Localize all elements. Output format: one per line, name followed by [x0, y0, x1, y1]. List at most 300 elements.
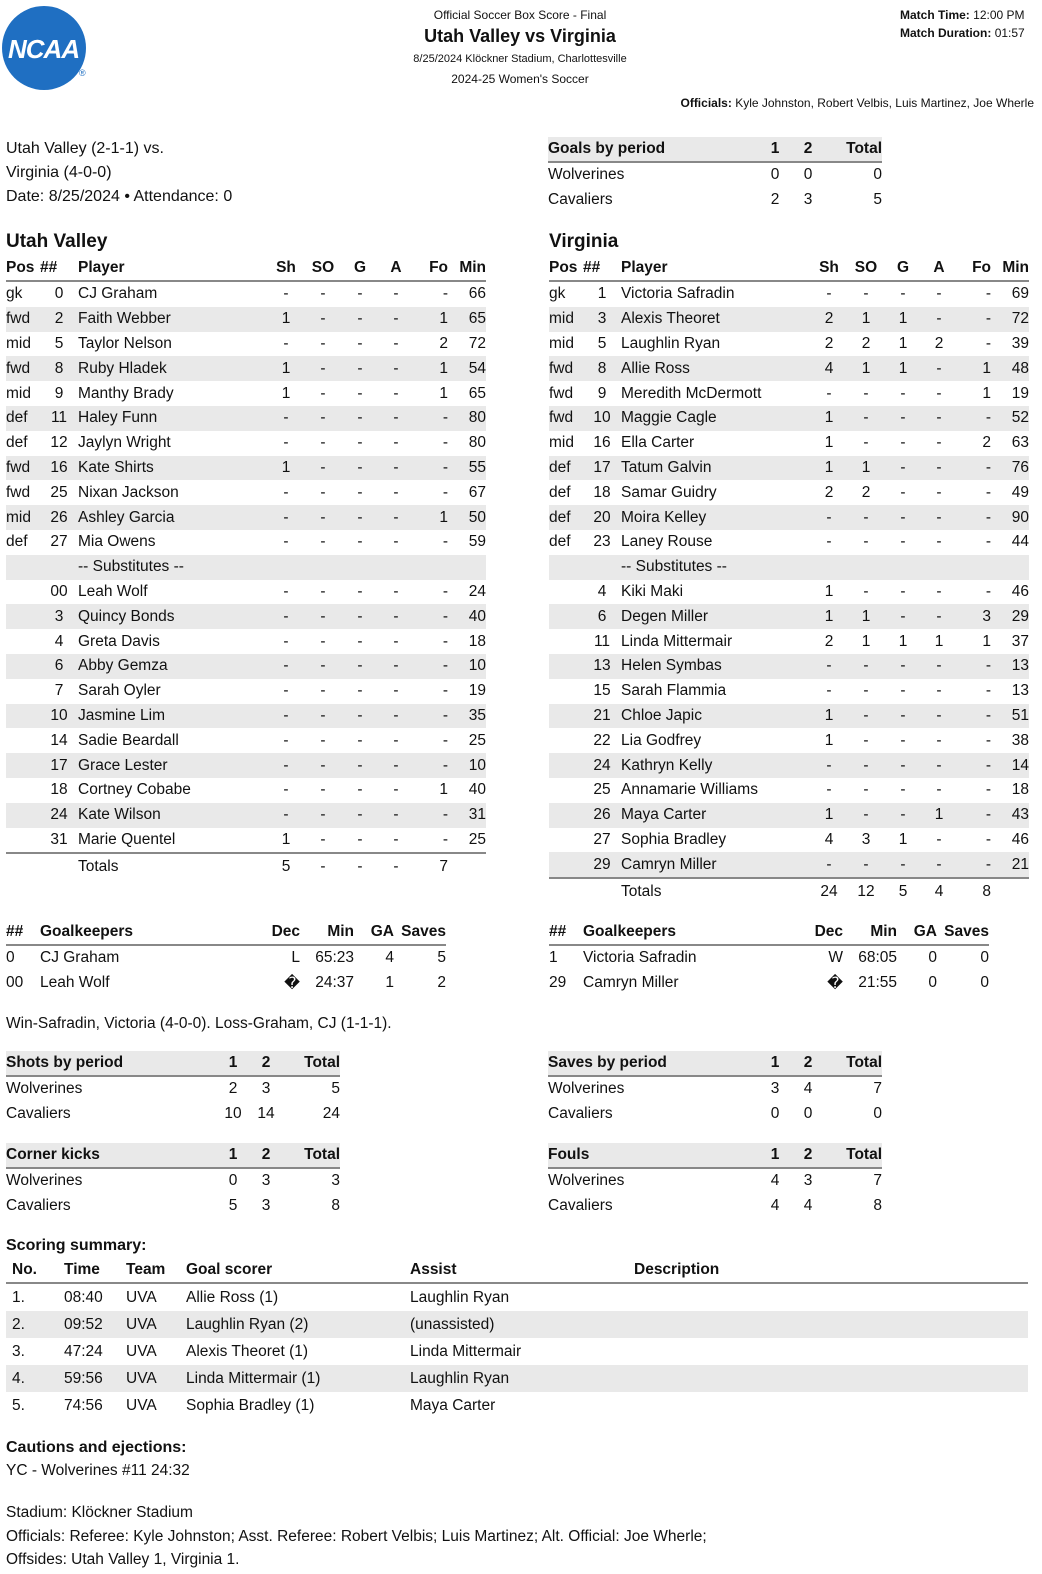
table-cell: 8: [331, 1197, 340, 1215]
player-cell: -: [393, 632, 399, 650]
player-row: [6, 431, 486, 456]
player-cell: def: [6, 409, 28, 427]
player-cell: -: [357, 434, 363, 452]
player-cell: 2: [934, 334, 944, 352]
player-cell: Sadie Beardall: [78, 731, 179, 749]
player-cell: 80: [468, 434, 486, 452]
scoring-cell: UVA: [126, 1288, 157, 1306]
player-cell: -: [393, 384, 399, 402]
player-cell: Moira Kelley: [621, 508, 707, 526]
totals-cell: 12: [847, 878, 885, 904]
scoring-row: [6, 1365, 1028, 1392]
col-header: 1: [218, 1051, 248, 1076]
player-cell: def: [6, 434, 28, 452]
utah-goalkeepers-table: [6, 920, 446, 996]
player-cell: [549, 728, 583, 753]
player-cell: 2: [439, 334, 448, 352]
player-cell: [549, 753, 583, 778]
player-cell: 31: [50, 830, 68, 848]
player-cell: 76: [1011, 458, 1029, 476]
totals-cell: -: [304, 853, 342, 879]
player-row: [549, 629, 1029, 654]
header-row: [6, 920, 446, 945]
player-cell: -: [826, 508, 832, 526]
player-cell: 40: [468, 607, 486, 625]
goalkeeper-cell: CJ Graham: [40, 949, 120, 967]
footer-notes: [6, 1501, 707, 1572]
virginia-team-name: Virginia: [549, 231, 619, 252]
player-cell: Greta Davis: [78, 632, 160, 650]
col-header: Fo: [414, 256, 448, 281]
col-header: Team: [126, 1258, 186, 1283]
player-cell: 1: [281, 458, 291, 476]
table-cell: 0: [873, 1105, 882, 1123]
player-row: [549, 654, 1029, 679]
player-cell: -: [320, 781, 326, 799]
player-cell: -: [900, 756, 906, 774]
player-cell: -: [393, 657, 399, 675]
player-cell: -: [985, 756, 991, 774]
player-cell: -: [357, 682, 363, 700]
player-cell: -: [357, 285, 363, 303]
cautions-line: YC - Wolverines #11 24:32: [6, 1462, 190, 1479]
player-row: [6, 406, 486, 431]
player-cell: -: [442, 682, 448, 700]
officials-header: Officials: Kyle Johnston, Robert Velbis, Luis Martinez, Joe Wherle: [680, 96, 1034, 110]
player-cell: -: [985, 285, 991, 303]
player-cell: 2: [824, 334, 834, 352]
player-cell: -: [985, 731, 991, 749]
player-cell: -: [442, 483, 448, 501]
player-cell: 1: [982, 359, 991, 377]
player-cell: 1: [281, 359, 291, 377]
table-row: [6, 1102, 340, 1127]
table-cell: Cavaliers: [6, 1197, 71, 1215]
table-cell: Cavaliers: [6, 1105, 71, 1123]
player-cell: -: [900, 706, 906, 724]
player-cell: [549, 580, 583, 605]
player-cell: -: [357, 632, 363, 650]
col-header: 2: [248, 1051, 284, 1076]
player-cell: 37: [1011, 632, 1029, 650]
player-cell: 0: [54, 285, 64, 303]
player-cell: mid: [6, 384, 31, 402]
player-cell: -: [863, 682, 869, 700]
header-row: [6, 256, 486, 281]
col-header: Assist: [410, 1258, 634, 1283]
player-cell: -: [283, 781, 289, 799]
substitutes-row: [549, 555, 1029, 580]
player-cell: -: [900, 582, 906, 600]
player-cell: -: [283, 582, 289, 600]
player-cell: -: [320, 830, 326, 848]
goalkeeper-cell: 0: [980, 974, 989, 992]
goalkeeper-cell: 0: [980, 949, 989, 967]
player-cell: Victoria Safradin: [621, 285, 735, 303]
player-cell: Jaylyn Wright: [78, 434, 171, 452]
player-cell: Ashley Garcia: [78, 508, 175, 526]
player-cell: 27: [50, 533, 68, 551]
player-cell: -: [283, 682, 289, 700]
scoring-cell: Sophia Bradley (1): [186, 1396, 315, 1414]
player-cell: 1: [861, 607, 871, 625]
player-cell: -: [936, 533, 942, 551]
player-cell: -: [936, 682, 942, 700]
player-row: [549, 307, 1029, 332]
player-cell: 2: [861, 483, 871, 501]
player-cell: 1: [281, 384, 291, 402]
player-cell: -: [393, 285, 399, 303]
goalkeeper-cell: 2: [437, 974, 446, 992]
matchup-line-1: Utah Valley (2-1-1) vs.: [6, 140, 164, 157]
player-cell: 1: [824, 458, 834, 476]
scoring-cell: [634, 1311, 1028, 1338]
player-cell: def: [549, 533, 571, 551]
scoring-cell: 5.: [12, 1396, 25, 1414]
col-header: Total: [826, 137, 882, 162]
player-cell: -: [320, 483, 326, 501]
goalkeeper-cell: Victoria Safradin: [583, 949, 697, 967]
table-row: [548, 1194, 882, 1219]
table-cell: Wolverines: [548, 1172, 625, 1190]
scoring-cell: Maya Carter: [410, 1396, 496, 1414]
player-cell: 1: [824, 409, 834, 427]
scoring-cell: UVA: [126, 1396, 157, 1414]
player-cell: -: [826, 781, 832, 799]
player-cell: 51: [1011, 706, 1029, 724]
player-cell: -: [900, 607, 906, 625]
col-header: Min: [991, 256, 1029, 281]
player-cell: 25: [468, 731, 486, 749]
col-header: Saves: [937, 920, 989, 945]
player-cell: -: [936, 458, 942, 476]
player-cell: [6, 679, 40, 704]
matchup-line-2: Virginia (4-0-0): [6, 164, 112, 181]
col-header: ##: [40, 256, 78, 281]
player-cell: mid: [6, 508, 31, 526]
player-cell: [549, 679, 583, 704]
player-cell: -: [936, 830, 942, 848]
player-cell: def: [549, 508, 571, 526]
player-cell: -: [900, 508, 906, 526]
player-cell: def: [549, 483, 571, 501]
player-row: [6, 629, 486, 654]
col-header: Description: [634, 1258, 1028, 1283]
player-cell: -: [357, 508, 363, 526]
player-cell: -: [283, 508, 289, 526]
player-cell: Sophia Bradley: [621, 830, 727, 848]
player-cell: -: [393, 756, 399, 774]
player-row: [6, 580, 486, 605]
player-cell: Lia Godfrey: [621, 731, 702, 749]
table-cell: 2: [228, 1080, 238, 1098]
col-header: SO: [847, 256, 885, 281]
header-row: [549, 920, 989, 945]
player-cell: -: [985, 310, 991, 328]
player-cell: -: [936, 483, 942, 501]
player-cell: -: [900, 682, 906, 700]
player-row: [549, 852, 1029, 878]
table-cell: 5: [228, 1197, 238, 1215]
scoring-cell: 1.: [12, 1288, 25, 1306]
player-cell: -: [357, 706, 363, 724]
player-cell: 10: [468, 657, 486, 675]
scoring-cell: Alexis Theoret (1): [186, 1342, 309, 1360]
player-cell: mid: [549, 310, 574, 328]
player-cell: -: [320, 706, 326, 724]
player-cell: Alexis Theoret: [621, 310, 720, 328]
goalkeeper-row: [549, 945, 989, 971]
player-cell: 22: [593, 731, 611, 749]
player-cell: 1: [824, 806, 834, 824]
player-cell: 29: [593, 855, 611, 873]
player-cell: -: [863, 434, 869, 452]
player-cell: -: [442, 657, 448, 675]
player-cell: Chloe Japic: [621, 706, 702, 724]
player-cell: [549, 803, 583, 828]
player-row: [6, 281, 486, 307]
decision-line: Win-Safradin, Victoria (4-0-0). Loss-Graham, CJ (1-1-1).: [6, 1015, 392, 1032]
player-cell: 46: [1011, 582, 1029, 600]
goalkeeper-cell: 24:37: [315, 974, 354, 992]
player-cell: -: [283, 806, 289, 824]
player-cell: 49: [1011, 483, 1029, 501]
player-cell: -: [393, 409, 399, 427]
player-cell: -: [936, 409, 942, 427]
col-header: Goalkeepers: [40, 920, 250, 945]
scoring-cell: Linda Mittermair (1): [186, 1369, 321, 1387]
goalkeeper-cell: 65:23: [315, 949, 354, 967]
player-cell: -: [393, 359, 399, 377]
table-cell: Wolverines: [6, 1172, 83, 1190]
player-cell: -: [936, 731, 942, 749]
player-cell: -: [283, 706, 289, 724]
table-cell: 8: [873, 1197, 882, 1215]
player-cell: -: [826, 682, 832, 700]
player-row: [6, 332, 486, 357]
player-cell: Laughlin Ryan: [621, 334, 721, 352]
table-cell: 7: [873, 1080, 882, 1098]
report-title: Utah Valley vs Virginia: [424, 26, 616, 46]
table-row: [6, 1194, 340, 1219]
player-row: [6, 753, 486, 778]
player-cell: -: [320, 508, 326, 526]
player-cell: Kate Shirts: [78, 458, 154, 476]
player-cell: Kate Wilson: [78, 806, 161, 824]
player-cell: [6, 728, 40, 753]
player-cell: 10: [50, 706, 68, 724]
col-header: 1: [760, 137, 790, 162]
player-cell: 18: [468, 632, 486, 650]
player-cell: -: [283, 434, 289, 452]
player-cell: 1: [982, 632, 991, 650]
player-cell: 18: [50, 781, 68, 799]
player-cell: Ella Carter: [621, 434, 695, 452]
scoring-cell: 4.: [12, 1369, 25, 1387]
player-cell: 1: [898, 310, 908, 328]
player-cell: -: [985, 682, 991, 700]
player-cell: 1: [824, 582, 834, 600]
player-cell: -: [393, 806, 399, 824]
player-cell: -: [357, 756, 363, 774]
player-cell: -: [936, 582, 942, 600]
player-cell: -: [826, 384, 832, 402]
player-cell: Haley Funn: [78, 409, 158, 427]
goalkeeper-cell: W: [828, 949, 843, 967]
player-cell: -: [393, 706, 399, 724]
player-row: [6, 803, 486, 828]
player-cell: -: [985, 334, 991, 352]
player-cell: -: [985, 657, 991, 675]
scoring-cell: Laughlin Ryan: [410, 1288, 510, 1306]
player-cell: -: [863, 384, 869, 402]
header-row: [548, 1051, 882, 1076]
player-cell: 17: [50, 756, 68, 774]
scoring-summary-title: Scoring summary:: [6, 1237, 147, 1254]
player-cell: -: [357, 533, 363, 551]
col-header: Total: [284, 1051, 340, 1076]
player-cell: mid: [549, 334, 574, 352]
player-cell: -: [863, 781, 869, 799]
player-cell: 19: [468, 682, 486, 700]
player-row: [549, 753, 1029, 778]
player-cell: -: [357, 359, 363, 377]
player-cell: 43: [1011, 806, 1029, 824]
player-cell: Taylor Nelson: [78, 334, 172, 352]
player-cell: -: [900, 434, 906, 452]
player-cell: -: [985, 806, 991, 824]
scoring-summary-table: [6, 1258, 1028, 1419]
col-header: SO: [304, 256, 342, 281]
player-row: [549, 281, 1029, 307]
player-cell: -: [357, 334, 363, 352]
player-cell: 52: [1011, 409, 1029, 427]
player-cell: -: [863, 756, 869, 774]
player-cell: 21: [1011, 855, 1029, 873]
player-cell: 29: [1011, 607, 1029, 625]
table-cell: 3: [261, 1197, 271, 1215]
player-row: [549, 604, 1029, 629]
col-header: 2: [248, 1143, 284, 1168]
player-cell: -: [393, 310, 399, 328]
player-cell: Cortney Cobabe: [78, 781, 191, 799]
player-cell: -: [393, 334, 399, 352]
goalkeeper-cell: Camryn Miller: [583, 974, 679, 992]
player-cell: -: [283, 632, 289, 650]
player-cell: 9: [597, 384, 607, 402]
player-row: [549, 431, 1029, 456]
player-cell: -: [357, 731, 363, 749]
player-cell: -: [985, 409, 991, 427]
player-cell: Kiki Maki: [621, 582, 684, 600]
player-row: [6, 728, 486, 753]
player-cell: -: [442, 756, 448, 774]
totals-cell: -: [342, 853, 378, 879]
player-cell: -: [863, 409, 869, 427]
player-cell: 3: [597, 310, 607, 328]
player-cell: mid: [6, 334, 31, 352]
player-cell: 13: [593, 657, 611, 675]
player-cell: -: [320, 409, 326, 427]
player-cell: 8: [597, 359, 607, 377]
col-header: Shots by period: [6, 1051, 218, 1076]
player-cell: [6, 828, 40, 854]
player-cell: 10: [468, 756, 486, 774]
player-cell: -: [320, 458, 326, 476]
table-cell: 14: [257, 1105, 275, 1123]
player-cell: 4: [597, 582, 607, 600]
player-cell: 1: [824, 607, 834, 625]
player-cell: 1: [281, 830, 291, 848]
player-cell: Abby Gemza: [78, 657, 168, 675]
player-cell: 3: [861, 830, 871, 848]
player-cell: 6: [597, 607, 607, 625]
player-cell: [6, 629, 40, 654]
shots-by-period-table: [6, 1051, 340, 1127]
player-cell: 27: [593, 830, 611, 848]
scoring-cell: [634, 1392, 1028, 1419]
player-cell: 26: [593, 806, 611, 824]
table-cell: 3: [803, 1172, 813, 1190]
header-row: [6, 1051, 340, 1076]
player-cell: -: [863, 285, 869, 303]
match-duration: Match Duration: 01:57: [900, 26, 1025, 40]
player-cell: 25: [50, 483, 68, 501]
player-cell: Allie Ross: [621, 359, 690, 377]
player-cell: -: [900, 458, 906, 476]
totals-cell: [6, 853, 40, 879]
table-row: [548, 1168, 882, 1194]
player-cell: 25: [468, 830, 486, 848]
col-header: 2: [790, 1143, 826, 1168]
player-cell: 4: [54, 632, 64, 650]
player-cell: Meredith McDermott: [621, 384, 762, 402]
player-cell: 21: [593, 706, 611, 724]
col-header: Sh: [268, 256, 304, 281]
player-cell: 2: [54, 310, 64, 328]
player-cell: -: [900, 285, 906, 303]
player-cell: -: [442, 285, 448, 303]
table-row: Wolverines 0 0 0: [548, 166, 882, 184]
player-cell: -: [357, 458, 363, 476]
player-row: [6, 828, 486, 854]
player-cell: 24: [468, 582, 486, 600]
player-cell: [6, 753, 40, 778]
player-cell: -: [320, 285, 326, 303]
header-row: [6, 1258, 1028, 1283]
ncaa-logo: [2, 6, 86, 90]
player-cell: 13: [1011, 682, 1029, 700]
totals-cell: 5: [885, 878, 921, 904]
player-cell: -: [900, 384, 906, 402]
player-cell: Sarah Flammia: [621, 682, 727, 700]
col-header: ##: [6, 920, 40, 945]
player-cell: -: [863, 706, 869, 724]
player-cell: 3: [982, 607, 991, 625]
player-cell: -: [936, 781, 942, 799]
totals-cell: [40, 853, 78, 879]
scoring-cell: 09:52: [64, 1315, 103, 1333]
report-subtitle: Official Soccer Box Score - Final: [433, 8, 607, 22]
player-cell: -: [320, 359, 326, 377]
player-cell: -: [442, 582, 448, 600]
player-cell: -: [320, 806, 326, 824]
col-header: Dec: [250, 920, 300, 945]
table-cell: Wolverines: [6, 1080, 83, 1098]
scoring-cell: [634, 1338, 1028, 1365]
scoring-cell: 74:56: [64, 1396, 103, 1414]
col-header: Min: [448, 256, 486, 281]
